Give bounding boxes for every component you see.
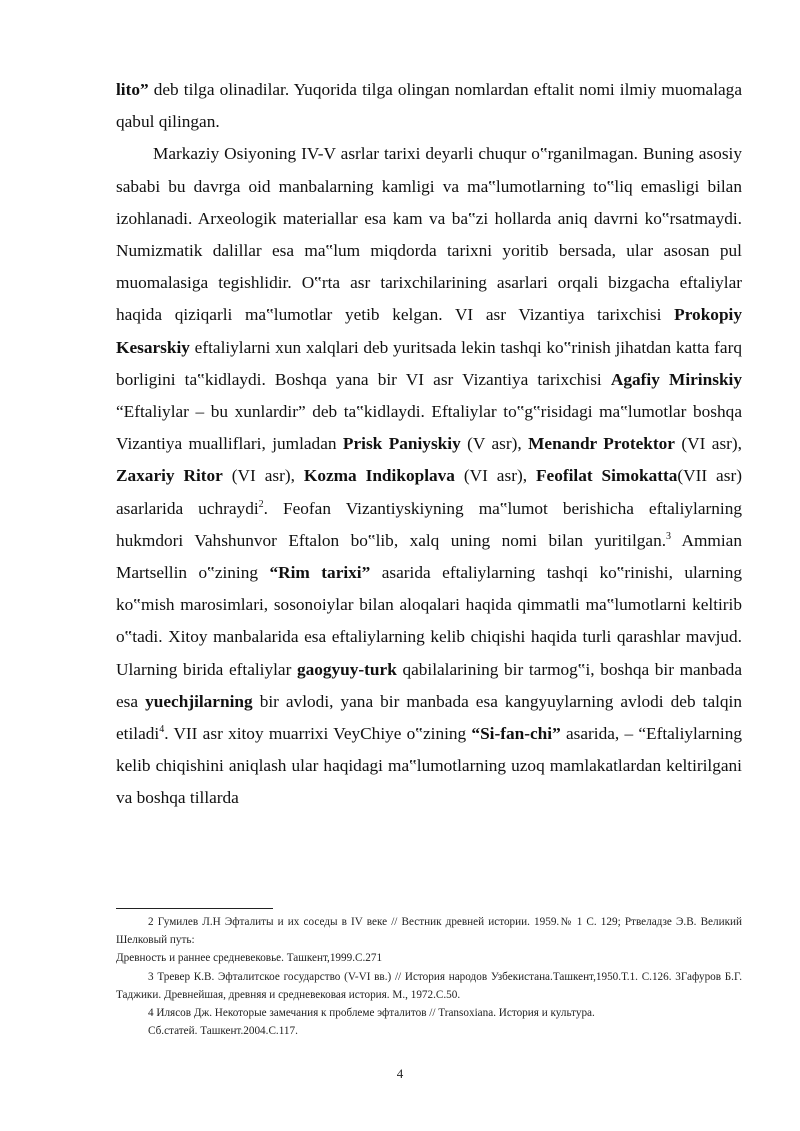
footnote-4-line-2: Сб.статей. Ташкент.2004.С.117. — [148, 1025, 298, 1038]
bold-name-zaxariy: Zaxariy Ritor — [116, 466, 223, 486]
bold-term-yuechjilarning: yuechjilarning — [145, 691, 253, 711]
footnote-ref-4[interactable]: 4 — [159, 724, 165, 736]
bold-name-feofilat: Feofilat Simokatta — [535, 466, 678, 486]
text-run: . Feofan Vizantiyskiyning ma‟lumot berishicha eftaliylarning hukmdori Vahshunvor Eftalon bo‟lib, xalq uning nomi bilan yuritilgan. — [116, 498, 742, 550]
footnotes — [116, 913, 742, 1040]
footnote-separator — [116, 908, 273, 909]
text-run: (VII asr) asarlarida uchraydi — [116, 466, 742, 518]
text-run: (VI asr), — [674, 434, 742, 454]
text-run: Markaziy Osiyoning IV-V asrlar tarixi deyarli chuqur o‟rganilmagan. Buning asosiy sababi bu davrga oid manbalarning kamligi va ma‟lumotlarning to‟liq emasligi bilan izohlanadi. Arxeologik materiallar esa kam va ba‟zi hollarda aniq davrni ko‟rsatmaydi. Numizmatik dalillar esa ma‟lum miqdorda tarixni yoritib bersada, ular asosan pul muomalasiga tegishlidir. O‟rta asr tarixchilarining asarlari orqali bizgacha eftaliylar haqida qiziqarli ma‟lumotlar yetib kelgan. VI asr Vizantiya tarixchisi — [116, 144, 742, 325]
bold-name-prisk: Prisk Paniyskiy — [342, 434, 461, 454]
text-run: (VI asr), — [454, 466, 536, 486]
paragraph-text: deb tilga olinadilar. Yuqorida tilga olingan nomlardan eftalit nomi ilmiy muomalaga qabul qilingan. — [116, 80, 742, 132]
bold-title-si-fan-chi: “Si-fan-chi” — [471, 724, 561, 744]
bold-name-kozma: Kozma Indikoplava — [303, 466, 455, 486]
text-run: qabilalarining bir tarmog‟i, boshqa bir manbada esa — [116, 659, 742, 711]
paragraph-2 — [116, 138, 742, 814]
text-run: . VII asr xitoy muarrixi VeyChiye o‟zining — [164, 724, 472, 744]
text-run: bir avlodi, yana bir manbada esa kangyuylarning avlodi deb talqin etiladi — [116, 691, 742, 744]
text-run: asarida, – “Eftaliylarning kelib chiqishini aniqlash ular haqidagi ma‟lumotlarning uzoq mamlakatlardan keltirilgani va boshqa tillarda — [116, 724, 742, 808]
bold-name-agafiy: Agafiy Mirinskiy — [610, 369, 742, 389]
text-run: Ammian Martsellin o‟zining — [116, 530, 742, 583]
bold-name-menandr: Menandr Protektor — [528, 434, 675, 454]
text-run: “Eftaliylar – bu xunlardir” deb ta‟kidlaydi. Eftaliylar to‟g‟risidagi ma‟lumotlar boshqa Vizantiya mualliflari, jumladan — [116, 402, 742, 454]
page-number: 4 — [396, 1066, 404, 1081]
footnote-2-line-2: Древность и раннее средневековье. Ташкент,1999.С.271 — [116, 952, 383, 965]
text-run: (VI asr), — [222, 466, 304, 486]
text-run: asarida eftaliylarning tashqi ko‟rinishi, ularning ko‟mish marosimlari, sosonoiylar bilan aloqalari haqida qimmatli ma‟lumotlarni keltirib o‟tadi. Xitoy manbalarida esa eftaliylarning kelib chiqishi haqida turli qarashlar mavjud. Ularning birida eftaliylar — [116, 563, 742, 679]
main-text — [116, 74, 742, 815]
footnote-3: 3 Тревер К.В. Эфталитское государство (V-VI вв.) // История народов Узбекистана.Ташкент,1950.Т.1. С.126. 3Гафуров Б.Г. Таджики. Древнейшая, древняя и средневековая история. М., 1972.С.50. — [116, 970, 742, 1001]
paragraph-1 — [116, 74, 742, 138]
bold-term-gaogyuy-turk: gaogyuy-turk — [296, 659, 397, 679]
bold-name-prokopiy: Prokopiy Kesarskiy — [116, 305, 742, 357]
text-run: eftaliylarni xun xalqlari deb yuritsada lekin tashqi ko‟rinish jihatdan katta farq borligini ta‟kidlaydi. Boshqa yana bir VI asr Vizantiya tarixchisi — [116, 337, 742, 389]
bold-title-rim-tarixi: “Rim tarixi” — [269, 563, 371, 583]
footnote-4-line-1: 4 Илясов Дж. Некоторые замечания к проблеме эфталитов // Transoxiana. История и культура. — [148, 1007, 595, 1020]
text-run: (V asr), — [460, 434, 529, 454]
footnote-ref-3[interactable]: 3 — [666, 531, 672, 543]
footnote-2-line-1: 2 Гумилев Л.Н Эфталиты и их соседы в IV веке // Вестник древней истории. 1959.№ 1 С. 129; Ртвеладзе Э.В. Великий Шелковый путь: — [116, 916, 742, 947]
footnote-ref-2[interactable]: 2 — [258, 498, 264, 510]
bold-term: lito” — [116, 80, 149, 99]
